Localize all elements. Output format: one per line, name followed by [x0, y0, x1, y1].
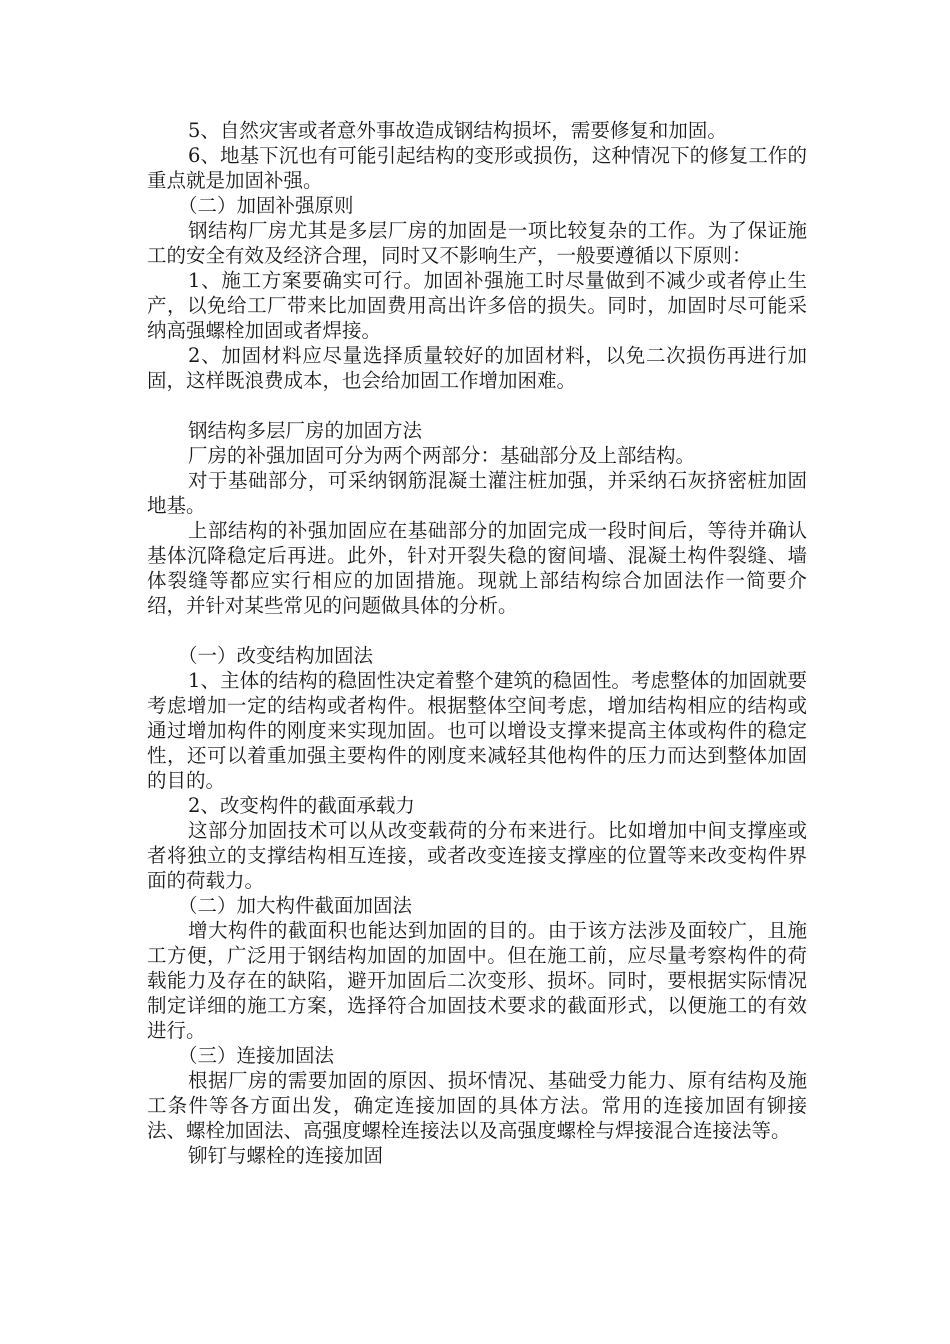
paragraph-superstructure: 上部结构的补强加固应在基础部分的加固完成一段时间后，等待并确认基体沉降稳定后再进。此外，针对开裂失稳的窗间墙、混凝土构件裂缝、墙体裂缝等都应实行相应的加固措施。现就上部结构综合加固法作一简要介绍，并针对某些常见的问题做具体的分析。: [147, 519, 807, 617]
document-page: [147, 118, 807, 1168]
paragraph-item-6: 6、地基下沉也有可能引起结构的变形或损伤，这种情况下的修复工作的重点就是加固补强。: [147, 144, 807, 192]
subheading-rivet-bolt: 铆钉与螺栓的连接加固: [188, 1144, 384, 1167]
paragraph-principle-2: 2、加固材料应尽量选择质量较好的加固材料，以免二次损伤再进行加固，这样既浪费成本，也会给加固工作增加困难。: [147, 344, 807, 392]
paragraph-foundation: 对于基础部分，可采纳钢筋混凝土灌注桩加强，并采纳石灰挤密桩加固地基。: [147, 469, 807, 517]
paragraph-item-5: 5、自然灾害或者意外事故造成钢结构损坏，需要修复和加固。: [188, 119, 727, 142]
paragraph-enlarge-section: 增大构件的截面积也能达到加固的目的。由于该方法涉及面较广，且施工方便，广泛用于钢结构加固的加固中。但在施工前，应尽量考察构件的荷载能力及存在的缺陷，避开加固后二次变形、损坏。同时，要根据实际情况制定详细的施工方案，选择符合加固技术要求的截面形式，以便施工的有效进行。: [147, 919, 807, 1042]
paragraph-connection: 根据厂房的需要加固的原因、损坏情况、基础受力能力、原有结构及施工条件等各方面出发，确定连接加固的具体方法。常用的连接加固有铆接法、螺栓加固法、高强度螺栓连接法以及高强度螺栓与焊接混合连接法等。: [147, 1069, 807, 1142]
paragraph-load-distribution: 这部分加固技术可以从改变载荷的分布来进行。比如增加中间支撑座或者将独立的支撑结构相互连接，或者改变连接支撑座的位置等来改变构件界面的荷载力。: [147, 819, 807, 892]
paragraph-principle-1: 1、施工方案要确实可行。加固补强施工时尽量做到不减少或者停止生产，以免给工厂带来比加固费用高出许多倍的损失。同时，加固时尽可能采纳高强螺栓加固或者焊接。: [147, 269, 807, 342]
paragraph-methods-intro: 厂房的补强加固可分为两个两部分：基础部分及上部结构。: [188, 444, 696, 467]
subheading-section-capacity: 2、改变构件的截面承载力: [188, 794, 415, 817]
section-heading-enlarge-section: （二）加大构件截面加固法: [178, 894, 413, 917]
section-heading-methods: 钢结构多层厂房的加固方法: [188, 419, 423, 442]
blank-line: [147, 618, 807, 643]
paragraph-principles-intro: 钢结构厂房尤其是多层厂房的加固是一项比较复杂的工作。为了保证施工的安全有效及经济合理，同时又不影响生产，一般要遵循以下原则：: [147, 219, 807, 267]
blank-line: [147, 393, 807, 418]
section-heading-connection: （三）连接加固法: [178, 1044, 335, 1067]
paragraph-structure-1: 1、主体的结构的稳固性决定着整个建筑的稳固性。考虑整体的加固就要考虑增加一定的结构或者构件。根据整体空间考虑，增加结构相应的结构或通过增加构件的刚度来实现加固。也可以增设支撑来提高主体或构件的稳定性，还可以着重加强主要构件的刚度来减轻其他构件的压力而达到整体加固的目的。: [147, 669, 807, 792]
section-heading-principles: （二）加固补强原则: [178, 194, 354, 217]
section-heading-change-structure: （一）改变结构加固法: [178, 644, 374, 667]
